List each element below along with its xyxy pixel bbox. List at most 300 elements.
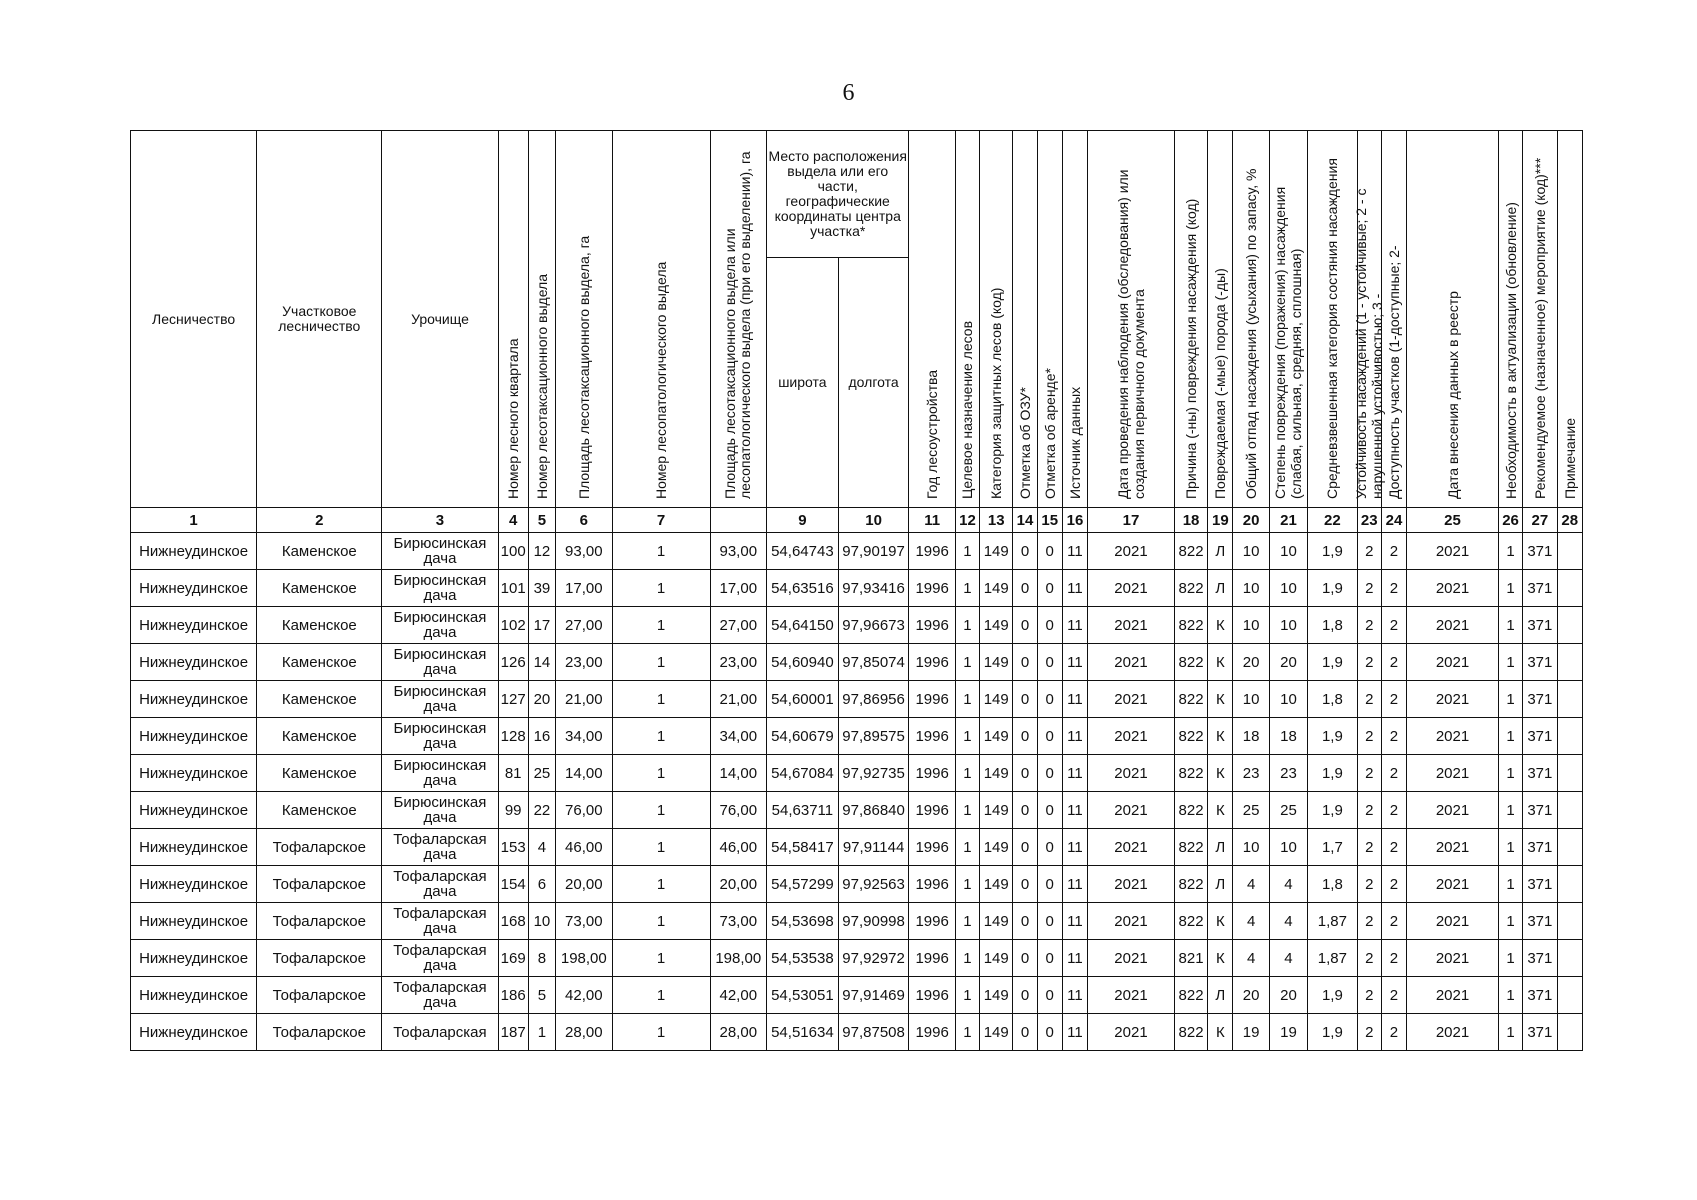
table-cell: 1 xyxy=(955,644,979,681)
table-cell: 2 xyxy=(1357,533,1381,570)
table-cell: 1996 xyxy=(909,644,955,681)
table-cell: 0 xyxy=(1013,570,1037,607)
table-cell: 371 xyxy=(1523,644,1557,681)
column-number: 6 xyxy=(556,508,613,533)
table-cell: 23,00 xyxy=(710,644,767,681)
table-cell: 1 xyxy=(1498,607,1522,644)
table-cell: 1 xyxy=(955,829,979,866)
column-number: 23 xyxy=(1357,508,1381,533)
table-cell: Тофаларское xyxy=(257,977,382,1014)
table-cell xyxy=(1557,940,1583,977)
table-cell: 1 xyxy=(1498,570,1522,607)
header-target-purpose: Целевое назначение лесов xyxy=(955,131,979,508)
table-cell: 100 xyxy=(498,533,528,570)
table-cell: 198,00 xyxy=(710,940,767,977)
table-cell: Бирюсинская дача xyxy=(382,533,498,570)
table-cell xyxy=(1557,533,1583,570)
table-cell: 2021 xyxy=(1088,681,1175,718)
table-cell: 11 xyxy=(1062,977,1087,1014)
table-cell: 101 xyxy=(498,570,528,607)
table-cell: 4 xyxy=(1233,866,1269,903)
table-cell: 1 xyxy=(612,570,710,607)
table-cell: 11 xyxy=(1062,644,1087,681)
table-cell: 2021 xyxy=(1407,940,1499,977)
table-cell: 2021 xyxy=(1407,644,1499,681)
table-cell: 1 xyxy=(955,755,979,792)
table-cell: 1 xyxy=(612,755,710,792)
table-cell: 0 xyxy=(1013,644,1037,681)
table-cell: Л xyxy=(1208,977,1233,1014)
table-cell: 17,00 xyxy=(556,570,613,607)
table-cell: 1 xyxy=(612,903,710,940)
table-cell: 39 xyxy=(528,570,555,607)
table-cell: 2021 xyxy=(1088,829,1175,866)
table-cell: 1 xyxy=(1498,644,1522,681)
table-cell: 54,60679 xyxy=(767,718,839,755)
table-cell: Л xyxy=(1208,866,1233,903)
header-total-loss: Общий отпад насаждения (усыхания) по запасу, % xyxy=(1233,131,1269,508)
table-cell: 198,00 xyxy=(556,940,613,977)
table-cell: 25 xyxy=(1233,792,1269,829)
table-cell: 4 xyxy=(528,829,555,866)
table-cell: 2 xyxy=(1381,755,1406,792)
table-cell: 2021 xyxy=(1088,533,1175,570)
table-cell: 1,9 xyxy=(1308,977,1357,1014)
table-cell: 28,00 xyxy=(710,1014,767,1051)
table-cell: 76,00 xyxy=(710,792,767,829)
table-cell: 2 xyxy=(1381,903,1406,940)
table-cell xyxy=(1557,644,1583,681)
table-cell: 0 xyxy=(1013,533,1037,570)
table-cell: 97,89575 xyxy=(838,718,909,755)
table-cell: 1 xyxy=(955,792,979,829)
table-cell xyxy=(1557,718,1583,755)
table-cell: 0 xyxy=(1037,644,1062,681)
table-cell: 0 xyxy=(1037,829,1062,866)
table-cell: 0 xyxy=(1037,570,1062,607)
table-cell: 76,00 xyxy=(556,792,613,829)
header-damage-degree: Степень повреждения (поражения) насаждения (слабая, сильная, средняя, сплошная) xyxy=(1269,131,1307,508)
table-cell: 0 xyxy=(1013,681,1037,718)
column-number: 26 xyxy=(1498,508,1522,533)
table-row xyxy=(131,644,1583,681)
table-cell: 12 xyxy=(528,533,555,570)
table-row xyxy=(131,829,1583,866)
table-cell: 1 xyxy=(955,607,979,644)
table-cell: 2021 xyxy=(1088,644,1175,681)
table-cell: 1 xyxy=(612,644,710,681)
table-cell: Бирюсинская дача xyxy=(382,718,498,755)
column-number: 12 xyxy=(955,508,979,533)
table-cell: Каменское xyxy=(257,718,382,755)
table-cell: 2021 xyxy=(1088,903,1175,940)
table-cell: 149 xyxy=(980,755,1013,792)
table-cell: 1 xyxy=(1498,755,1522,792)
column-number: 3 xyxy=(382,508,498,533)
table-cell: 97,91144 xyxy=(838,829,909,866)
table-cell: Бирюсинская дача xyxy=(382,681,498,718)
table-cell: Бирюсинская дача xyxy=(382,607,498,644)
table-cell: 81 xyxy=(498,755,528,792)
table-cell: 149 xyxy=(980,977,1013,1014)
table-cell: 149 xyxy=(980,829,1013,866)
column-number: 17 xyxy=(1088,508,1175,533)
table-cell xyxy=(1557,1014,1583,1051)
table-row xyxy=(131,681,1583,718)
table-cell: 149 xyxy=(980,1014,1013,1051)
table-cell: 14,00 xyxy=(556,755,613,792)
table-cell: 54,53538 xyxy=(767,940,839,977)
table-cell: 0 xyxy=(1037,533,1062,570)
column-number: 14 xyxy=(1013,508,1037,533)
table-row xyxy=(131,940,1583,977)
table-cell: К xyxy=(1208,755,1233,792)
table-cell: 149 xyxy=(980,607,1013,644)
table-cell: 1,8 xyxy=(1308,866,1357,903)
table-cell: 1,7 xyxy=(1308,829,1357,866)
table-cell: Нижнеудинское xyxy=(131,681,257,718)
header-district-forestry: Участковое лесничество xyxy=(257,131,382,508)
table-cell: 34,00 xyxy=(556,718,613,755)
column-number xyxy=(710,508,767,533)
table-cell: К xyxy=(1208,792,1233,829)
table-cell: Нижнеудинское xyxy=(131,718,257,755)
table-cell: К xyxy=(1208,1014,1233,1051)
table-cell: 1,9 xyxy=(1308,755,1357,792)
table-cell: 371 xyxy=(1523,718,1557,755)
table-row xyxy=(131,1014,1583,1051)
table-cell: Тофаларская дача xyxy=(382,977,498,1014)
table-cell: 14 xyxy=(528,644,555,681)
table-cell: 1 xyxy=(955,977,979,1014)
table-cell: 54,64150 xyxy=(767,607,839,644)
table-cell: 1 xyxy=(1498,866,1522,903)
table-cell: 20,00 xyxy=(710,866,767,903)
table-cell: 11 xyxy=(1062,1014,1087,1051)
table-cell: 54,53051 xyxy=(767,977,839,1014)
table-cell: 0 xyxy=(1037,866,1062,903)
table-cell: 0 xyxy=(1013,866,1037,903)
column-number: 16 xyxy=(1062,508,1087,533)
header-inventory-year: Год лесоустройства xyxy=(909,131,955,508)
table-cell: 14,00 xyxy=(710,755,767,792)
table-cell: 11 xyxy=(1062,866,1087,903)
table-cell: Нижнеудинское xyxy=(131,977,257,1014)
table-cell: 0 xyxy=(1037,977,1062,1014)
table-cell: 1 xyxy=(1498,792,1522,829)
table-cell xyxy=(1557,607,1583,644)
table-cell: 2021 xyxy=(1407,755,1499,792)
table-cell: 0 xyxy=(1013,718,1037,755)
table-cell xyxy=(1557,977,1583,1014)
table-cell: 2 xyxy=(1381,1014,1406,1051)
table-cell: 4 xyxy=(1269,903,1307,940)
table-cell: 371 xyxy=(1523,866,1557,903)
table-cell: 1 xyxy=(612,866,710,903)
table-cell: 822 xyxy=(1174,681,1207,718)
header-registry-date: Дата внесения данных в реестр xyxy=(1407,131,1499,508)
table-cell: 10 xyxy=(1269,533,1307,570)
table-cell: 371 xyxy=(1523,607,1557,644)
header-pathology-area: Площадь лесотаксационного выдела или лесопатологического выдела (при его выделении), га xyxy=(710,131,767,508)
table-cell: 2021 xyxy=(1088,940,1175,977)
header-observation-date: Дата проведения наблюдения (обследования) или создания первичного документа xyxy=(1088,131,1175,508)
table-cell: Тофаларское xyxy=(257,1014,382,1051)
table-cell: 2 xyxy=(1357,570,1381,607)
table-cell: Бирюсинская дача xyxy=(382,644,498,681)
table-cell: 20,00 xyxy=(556,866,613,903)
table-cell: Тофаларская дача xyxy=(382,903,498,940)
table-cell: Нижнеудинское xyxy=(131,533,257,570)
table-cell: 97,92563 xyxy=(838,866,909,903)
table-cell: 2021 xyxy=(1088,570,1175,607)
table-cell: 149 xyxy=(980,792,1013,829)
table-cell: 822 xyxy=(1174,792,1207,829)
table-cell: 371 xyxy=(1523,533,1557,570)
table-cell: 2021 xyxy=(1407,570,1499,607)
header-recommended-measure: Рекомендуемое (назначенное) мероприятие (код)*** xyxy=(1523,131,1557,508)
table-cell: 4 xyxy=(1269,940,1307,977)
table-cell: Тофаларская дача xyxy=(382,829,498,866)
table-cell: 97,96673 xyxy=(838,607,909,644)
table-cell: 23 xyxy=(1269,755,1307,792)
header-data-source: Источник данных xyxy=(1062,131,1087,508)
table-cell: Каменское xyxy=(257,644,382,681)
table-cell: 0 xyxy=(1013,903,1037,940)
table-cell: Тофаларская дача xyxy=(382,866,498,903)
table-row xyxy=(131,792,1583,829)
table-cell: 2021 xyxy=(1407,718,1499,755)
table-cell: 149 xyxy=(980,718,1013,755)
table-cell: 149 xyxy=(980,681,1013,718)
table-cell: Каменское xyxy=(257,533,382,570)
table-cell: 0 xyxy=(1037,1014,1062,1051)
table-cell: 2 xyxy=(1381,533,1406,570)
table-cell: Нижнеудинское xyxy=(131,607,257,644)
table-cell: 2 xyxy=(1357,977,1381,1014)
table-cell: 371 xyxy=(1523,681,1557,718)
table-cell: Нижнеудинское xyxy=(131,755,257,792)
table-cell: 1 xyxy=(1498,1014,1522,1051)
table-cell: 8 xyxy=(528,940,555,977)
table-cell: 0 xyxy=(1013,792,1037,829)
table-cell: 2 xyxy=(1357,681,1381,718)
table-cell: 25 xyxy=(1269,792,1307,829)
table-cell: Каменское xyxy=(257,570,382,607)
table-cell: 2 xyxy=(1381,940,1406,977)
table-cell: 2 xyxy=(1381,644,1406,681)
table-cell: 2021 xyxy=(1088,1014,1175,1051)
table-cell: 27,00 xyxy=(556,607,613,644)
table-cell: 2 xyxy=(1381,977,1406,1014)
table-cell: 20 xyxy=(528,681,555,718)
table-cell: 2021 xyxy=(1088,977,1175,1014)
table-cell xyxy=(1557,570,1583,607)
table-cell: 1 xyxy=(955,681,979,718)
table-cell: 822 xyxy=(1174,1014,1207,1051)
table-cell: 34,00 xyxy=(710,718,767,755)
table-cell: 10 xyxy=(1269,570,1307,607)
table-cell: 371 xyxy=(1523,829,1557,866)
table-cell: К xyxy=(1208,681,1233,718)
table-cell: Бирюсинская дача xyxy=(382,792,498,829)
table-cell: 2 xyxy=(1357,940,1381,977)
table-cell: 0 xyxy=(1013,829,1037,866)
table-cell: Тофаларское xyxy=(257,829,382,866)
table-cell: 149 xyxy=(980,903,1013,940)
table-cell: 11 xyxy=(1062,792,1087,829)
table-cell: 73,00 xyxy=(556,903,613,940)
table-cell: 371 xyxy=(1523,903,1557,940)
table-cell: 11 xyxy=(1062,903,1087,940)
table-cell: 149 xyxy=(980,570,1013,607)
table-cell: 1,9 xyxy=(1308,644,1357,681)
column-number: 25 xyxy=(1407,508,1499,533)
column-number: 7 xyxy=(612,508,710,533)
table-cell: 1 xyxy=(955,718,979,755)
table-cell: 1,9 xyxy=(1308,570,1357,607)
table-cell: Нижнеудинское xyxy=(131,644,257,681)
table-cell: 1 xyxy=(528,1014,555,1051)
table-cell: Бирюсинская дача xyxy=(382,570,498,607)
table-cell xyxy=(1557,829,1583,866)
table-cell: 822 xyxy=(1174,829,1207,866)
table-cell: 1996 xyxy=(909,940,955,977)
table-cell: 11 xyxy=(1062,533,1087,570)
table-cell: Тофаларское xyxy=(257,903,382,940)
column-number: 15 xyxy=(1037,508,1062,533)
table-cell: 10 xyxy=(1269,681,1307,718)
table-cell: 54,58417 xyxy=(767,829,839,866)
column-number: 20 xyxy=(1233,508,1269,533)
table-cell: 822 xyxy=(1174,607,1207,644)
table-cell: 11 xyxy=(1062,570,1087,607)
header-latitude: широта xyxy=(767,258,839,508)
table-cell: 149 xyxy=(980,866,1013,903)
table-cell: 5 xyxy=(528,977,555,1014)
table-cell: 2021 xyxy=(1407,533,1499,570)
table-cell: 11 xyxy=(1062,607,1087,644)
header-protective-category: Категория защитных лесов (код) xyxy=(980,131,1013,508)
table-cell: 93,00 xyxy=(710,533,767,570)
table-cell: 149 xyxy=(980,533,1013,570)
table-cell: 1996 xyxy=(909,977,955,1014)
table-cell: 97,87508 xyxy=(838,1014,909,1051)
table-cell: 2021 xyxy=(1407,607,1499,644)
table-cell: К xyxy=(1208,903,1233,940)
table-cell: 2021 xyxy=(1407,1014,1499,1051)
table-cell: 27,00 xyxy=(710,607,767,644)
table-cell: 0 xyxy=(1037,792,1062,829)
table-cell: 21,00 xyxy=(710,681,767,718)
table-cell: Каменское xyxy=(257,792,382,829)
table-cell: 1 xyxy=(955,1014,979,1051)
table-cell: 168 xyxy=(498,903,528,940)
table-cell: 371 xyxy=(1523,977,1557,1014)
column-number: 18 xyxy=(1174,508,1207,533)
table-cell: Нижнеудинское xyxy=(131,866,257,903)
table-cell: 2 xyxy=(1357,866,1381,903)
table-cell: 54,63711 xyxy=(767,792,839,829)
table-cell: Нижнеудинское xyxy=(131,792,257,829)
column-number: 10 xyxy=(838,508,909,533)
table-cell: 2 xyxy=(1381,829,1406,866)
table-cell: 1 xyxy=(1498,681,1522,718)
table-cell: 1 xyxy=(612,977,710,1014)
page-number: 6 xyxy=(842,80,855,106)
table-cell: Тофаларская xyxy=(382,1014,498,1051)
table-cell: 2 xyxy=(1357,607,1381,644)
table-cell: 187 xyxy=(498,1014,528,1051)
table-cell xyxy=(1557,903,1583,940)
table-cell: 23 xyxy=(1233,755,1269,792)
table-row xyxy=(131,533,1583,570)
table-cell: 371 xyxy=(1523,755,1557,792)
table-cell: 1996 xyxy=(909,903,955,940)
table-cell: 97,90998 xyxy=(838,903,909,940)
table-cell: 0 xyxy=(1013,977,1037,1014)
table-cell: 186 xyxy=(498,977,528,1014)
table-cell: 2 xyxy=(1381,570,1406,607)
column-number: 27 xyxy=(1523,508,1557,533)
table-cell: 2 xyxy=(1357,792,1381,829)
table-cell: 1 xyxy=(612,718,710,755)
table-cell: 1,9 xyxy=(1308,533,1357,570)
table-cell: 1 xyxy=(955,903,979,940)
forest-registry-table xyxy=(130,130,1583,1051)
table-cell: 11 xyxy=(1062,829,1087,866)
table-cell: 46,00 xyxy=(556,829,613,866)
table-row xyxy=(131,866,1583,903)
table-cell: 2 xyxy=(1357,829,1381,866)
table-cell: К xyxy=(1208,718,1233,755)
table-cell: 1996 xyxy=(909,570,955,607)
table-cell: 25 xyxy=(528,755,555,792)
table-cell: 0 xyxy=(1037,718,1062,755)
table-row xyxy=(131,755,1583,792)
table-cell: 822 xyxy=(1174,533,1207,570)
header-allotment-area: Площадь лесотаксационного выдела, га xyxy=(556,131,613,508)
table-cell: 0 xyxy=(1013,755,1037,792)
table-cell: Нижнеудинское xyxy=(131,940,257,977)
table-cell: 128 xyxy=(498,718,528,755)
table-cell: 1 xyxy=(1498,829,1522,866)
table-cell: 11 xyxy=(1062,755,1087,792)
table-cell: 1,87 xyxy=(1308,903,1357,940)
column-number: 4 xyxy=(498,508,528,533)
table-cell: 371 xyxy=(1523,570,1557,607)
table-cell: 149 xyxy=(980,644,1013,681)
table-cell: 1996 xyxy=(909,755,955,792)
table-cell: 22 xyxy=(528,792,555,829)
header-note: Примечание xyxy=(1557,131,1583,508)
table-cell: 822 xyxy=(1174,903,1207,940)
table-cell: 0 xyxy=(1037,607,1062,644)
table-cell: 1996 xyxy=(909,866,955,903)
table-cell: Л xyxy=(1208,533,1233,570)
column-number: 22 xyxy=(1308,508,1357,533)
table-cell: 10 xyxy=(1269,829,1307,866)
column-number: 9 xyxy=(767,508,839,533)
table-cell: 6 xyxy=(528,866,555,903)
column-number-row xyxy=(131,508,1583,533)
table-cell: 1 xyxy=(612,1014,710,1051)
table-cell: 1,9 xyxy=(1308,718,1357,755)
table-cell: Тофаларская дача xyxy=(382,940,498,977)
table-cell: 21,00 xyxy=(556,681,613,718)
table-row xyxy=(131,903,1583,940)
table-cell: 2021 xyxy=(1088,607,1175,644)
